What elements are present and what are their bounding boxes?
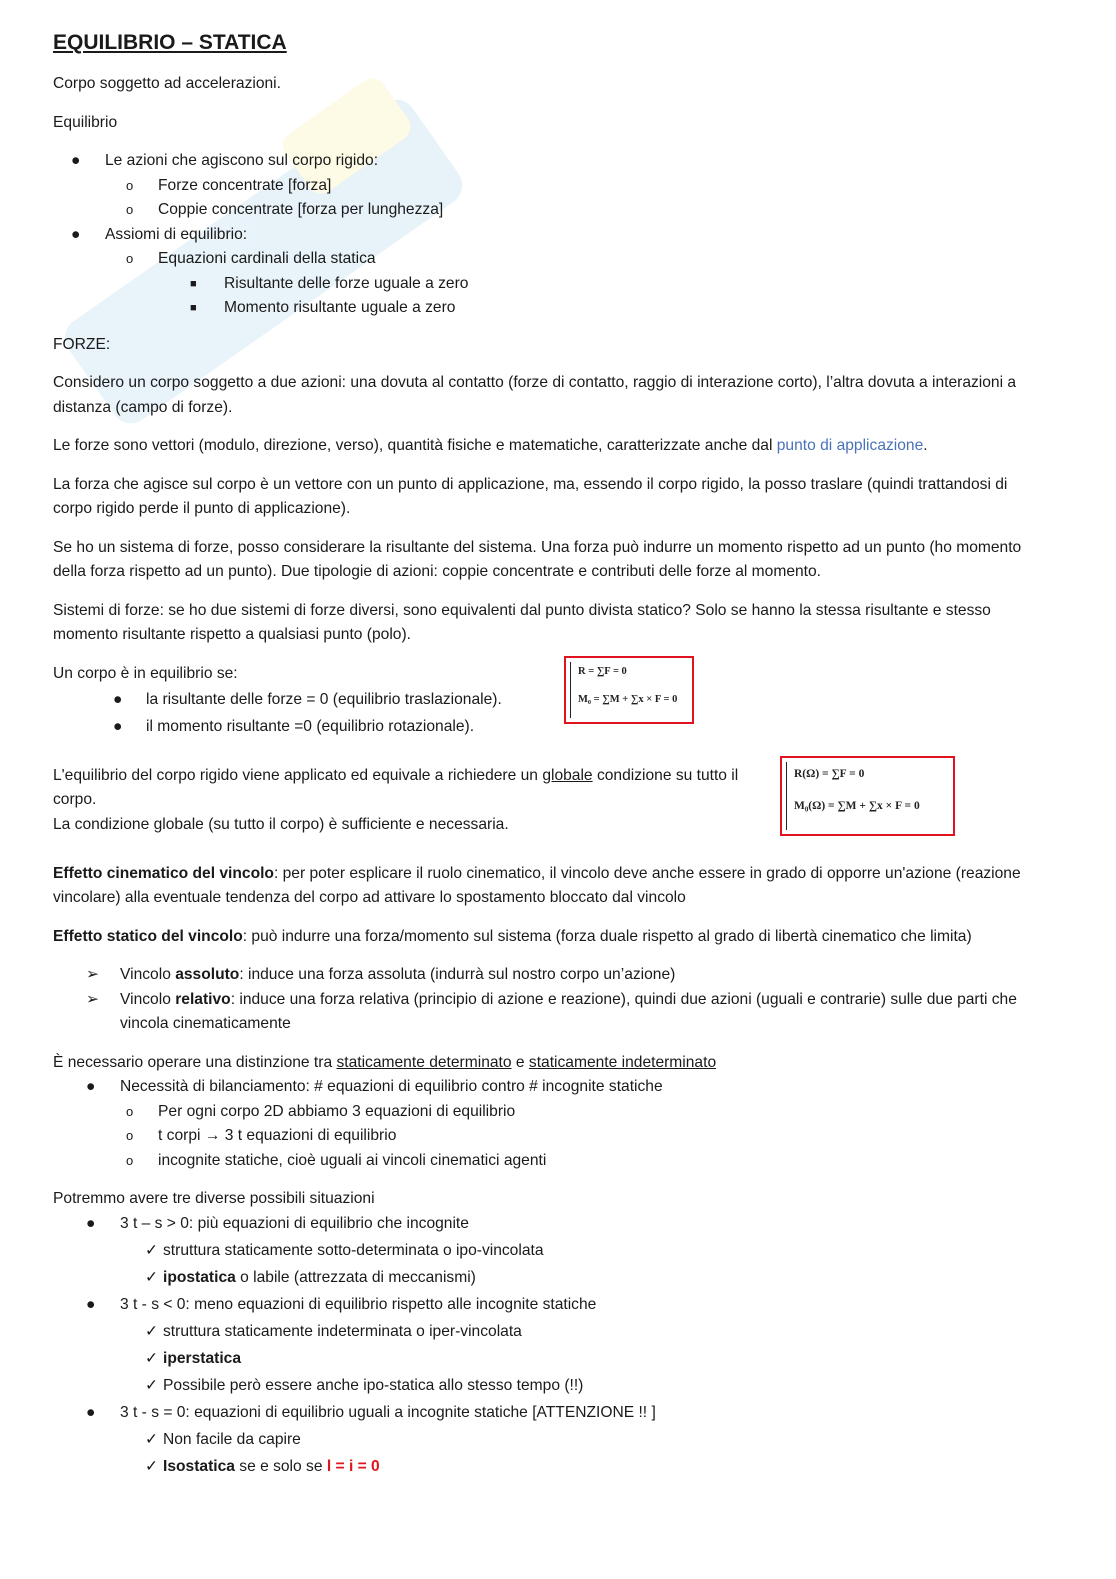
circle-bullet-icon: o [126, 1103, 134, 1119]
outline-list [53, 149, 1045, 321]
bullet-icon: ● [86, 1214, 96, 1232]
equilibrio-se: Un corpo è in equilibrio se: [53, 664, 238, 682]
paragraph: Se ho un sistema di forze, posso considerare la risultante del sistema. Una forza può indurre un momento rispetto ad un punto (ho momento della forza rispetto ad un punto). Due tipologie di azioni: coppie concentrate e contributi delle forze al momento. [53, 538, 1022, 580]
global-condition [53, 764, 1045, 852]
circle-bullet-icon: o [126, 177, 134, 193]
check-icon: ✓ [145, 1268, 159, 1286]
page-title: EQUILIBRIO – STATICA [53, 31, 287, 54]
paragraph: La forza che agisce sul corpo è un vettore con un punto di applicazione, ma, essendo il corpo rigido, la posso traslare (quindi trattandosi di corpo rigido perde il punto di applicazione). [53, 475, 1008, 517]
check-icon: ✓ [145, 1457, 159, 1475]
circle-bullet-icon: o [126, 1128, 134, 1143]
circle-bullet-icon: o [126, 251, 134, 266]
list-item: o t corpi → 3 t equazioni di equilibrio [53, 1124, 1045, 1149]
square-bullet-icon: ■ [190, 302, 197, 314]
list-item: ✓ struttura staticamente sotto-determinata o ipo-vincolata [53, 1237, 1045, 1264]
formula-line: R = ∑F = 0 [578, 665, 627, 677]
bullet-icon: ● [113, 691, 123, 708]
conditions-list [53, 686, 1045, 740]
list-item: ➢ Vincolo relativo: induce una forza relativa (principio di azione e reazione), quindi due azioni (uguali e contrarie) sulle due parti che vincola cinematicamente [53, 988, 1045, 1037]
formula-box-global [780, 756, 955, 836]
list-item: ● Le azioni che agiscono sul corpo rigido: [53, 149, 1045, 174]
link-punto-applicazione[interactable]: punto di applicazione [776, 437, 924, 454]
forze-heading: FORZE: [53, 335, 111, 353]
list-item: ● Assiomi di equilibrio: [53, 223, 1045, 248]
formula-box-equilibrium [564, 656, 694, 724]
bullet-icon: ● [86, 1403, 96, 1421]
list-item: ✓ Isostatica se e solo se l = i = 0 [53, 1453, 1045, 1480]
list-item: ● il momento risultante =0 (equilibrio rotazionale). [53, 713, 1045, 740]
circle-bullet-icon: o [126, 202, 134, 217]
list-item: ✓ iperstatica [53, 1345, 1045, 1372]
list-item: ● Necessità di bilanciamento: # equazioni di equilibrio contro # incognite statiche [53, 1075, 1045, 1100]
paragraph: Effetto statico del vincolo: può indurre una forza/momento sul sistema (forza duale rispetto al grado di libertà cinematico che limita) [53, 927, 972, 945]
check-icon: ✓ [145, 1376, 159, 1394]
list-item: o Coppie concentrate [forza per lunghezza] [53, 198, 1045, 223]
intro-text: Corpo soggetto ad accelerazioni. [53, 75, 281, 92]
list-item: ● 3 t - s < 0: meno equazioni di equilibrio rispetto alle incognite statiche [53, 1291, 1045, 1318]
list-item: ✓ ipostatica o labile (attrezzata di meccanismi) [53, 1264, 1045, 1291]
formula-line: M₀ = ∑M + ∑x × F = 0 [578, 693, 678, 705]
paragraph: È necessario operare una distinzione tra staticamente determinato e staticamente indeterminato [53, 1053, 717, 1071]
arrow-bullet-icon: ➢ [86, 966, 100, 983]
square-bullet-icon: ■ [190, 277, 197, 290]
list-item: o Per ogni corpo 2D abbiamo 3 equazioni di equilibrio [53, 1100, 1045, 1125]
list-item: ● la risultante delle forze = 0 (equilibrio traslazionale). [53, 686, 1045, 713]
paragraph: Potremmo avere tre diverse possibili situazioni [53, 1190, 375, 1207]
check-icon: ✓ [145, 1241, 159, 1259]
document-page [53, 28, 1045, 1480]
list-item: ✓ Possibile però essere anche ipo-statica allo stesso tempo (!!) [53, 1372, 1045, 1399]
list-item: o incognite statiche, cioè uguali ai vincoli cinematici agenti [53, 1149, 1045, 1174]
arrow-bullet-icon: ➢ [86, 990, 100, 1008]
list-item: ● 3 t – s > 0: più equazioni di equilibrio che incognite [53, 1210, 1045, 1237]
paragraph: L'equilibrio del corpo rigido viene applicato ed equivale a richiedere un globale condizione su tutto il corpo. [53, 766, 739, 808]
bullet-icon: ● [71, 152, 81, 169]
list-item: ● 3 t - s = 0: equazioni di equilibrio uguali a incognite statiche [ATTENZIONE !! ] [53, 1399, 1045, 1426]
list-item: o Forze concentrate [forza] [53, 174, 1045, 199]
list-item: ➢ Vincolo assoluto: induce una forza assoluta (indurrà sul nostro corpo un’azione) [53, 963, 1045, 988]
bullet-icon: ● [86, 1078, 96, 1095]
vincolo-list [53, 963, 1045, 1037]
list-item: ✓ struttura staticamente indeterminata o iper-vincolata [53, 1318, 1045, 1345]
paragraph: La condizione globale (su tutto il corpo) è sufficiente e necessaria. [53, 815, 509, 833]
paragraph: Sistemi di forze: se ho due sistemi di forze diversi, sono equivalenti dal punto divista statico? Solo se hanno la stessa risultante e stesso momento risultante rispetto a qualsiasi punto (polo). [53, 601, 991, 643]
bullet-icon: ● [113, 718, 123, 735]
check-icon: ✓ [145, 1430, 159, 1448]
paragraph: Effetto cinematico del vincolo: per poter esplicare il ruolo cinematico, il vincolo deve anche essere in grado di opporre un'azione (reazione vincolare) alla eventuale tendenza del corpo ad attivare lo spostamento bloccato dal vincolo [53, 864, 1021, 906]
formula-line: M₀(Ω) = ∑M + ∑x × F = 0 [794, 799, 920, 812]
list-item: ■ Momento risultante uguale a zero [53, 296, 1045, 321]
formula-line: R(Ω) = ∑F = 0 [794, 767, 865, 780]
list-item: ■ Risultante delle forze uguale a zero [53, 272, 1045, 297]
list-item: o Equazioni cardinali della statica [53, 247, 1045, 272]
check-icon: ✓ [145, 1322, 159, 1340]
equilibrium-conditions [53, 662, 1045, 754]
circle-bullet-icon: o [126, 1152, 134, 1168]
situazioni-list [53, 1210, 1045, 1480]
isostatica-condition: l = i = 0 [326, 1457, 380, 1475]
paragraph: Le forze sono vettori (modulo, direzione, verso), quantità fisiche e matematiche, caratterizzate anche dal punto di applicazione. [53, 437, 928, 454]
list-item: ✓ Non facile da capire [53, 1426, 1045, 1453]
bilanciamento-list [53, 1075, 1045, 1173]
bullet-icon: ● [71, 225, 81, 243]
check-icon: ✓ [145, 1349, 159, 1367]
equilibrio-heading: Equilibrio [53, 113, 118, 131]
paragraph: Considero un corpo soggetto a due azioni: una dovuta al contatto (forze di contatto, raggio di interazione corto), l’altra dovuta a interazioni a distanza (campo di forze). [53, 374, 1017, 416]
bullet-icon: ● [86, 1295, 96, 1313]
